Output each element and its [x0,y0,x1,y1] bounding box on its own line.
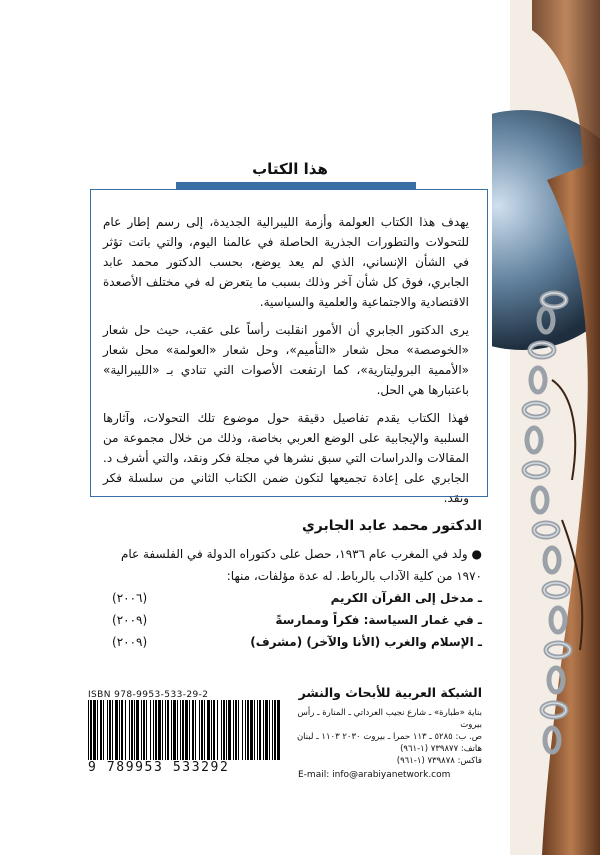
barcode [84,700,284,760]
barcode-bar [177,700,178,760]
box-title: هذا الكتاب [252,160,328,178]
barcode-bar [119,700,120,760]
barcode-bar [195,700,196,760]
barcode-bar [155,700,157,760]
barcode-bar [204,700,205,760]
barcode-bar [254,700,255,760]
author-bio-text: ولد في المغرب عام ١٩٣٦، حصل على دكتوراه الدولة في الفلسفة عام ١٩٧٠ من كلية الآداب بالرباط. له عدة مؤلفات، منها: [120,547,482,583]
barcode-bar [121,700,123,760]
barcode-bar [250,700,253,760]
author-title: الدكتور محمد عابد الجابري [301,518,482,534]
list-item [112,631,482,653]
work-year: (٢٠٠٦) [112,591,148,605]
barcode-bar [217,700,218,760]
barcode-bar [213,700,215,760]
barcode-bar [93,700,96,760]
barcode-bar [247,700,249,760]
barcode-bar [107,700,108,760]
barcode-bar [235,700,237,760]
barcode-bar [207,700,210,760]
barcode-bar [274,700,276,760]
publisher-name: الشبكة العربية للأبحاث والنشر [298,685,482,700]
barcode-bar [221,700,222,760]
barcode-bar [158,700,161,760]
work-year: (٢٠٠٩) [112,613,148,627]
barcode-bar [226,700,227,760]
barcode-bar [238,700,239,760]
barcode-bar [272,700,273,760]
list-item [112,587,482,609]
publisher-line: فاكس: ٧٣٩٨٧٨ (١-٩٦١) [396,756,482,766]
barcode-bar [115,700,118,760]
isbn-digits: 9 789953 533292 [88,760,230,775]
publisher-line: ص. ب: ٥٢٨٥ ـ ١١٣ حمرا ـ بيروت ٢٠٣٠ ١١٠٣ ـ لبنان [296,732,482,742]
author-bio [112,543,482,587]
barcode-bar [201,700,203,760]
barcode-bar [112,700,113,760]
list-item [112,609,482,631]
barcode-bar [259,700,261,760]
description-paragraph-1: يهدف هذا الكتاب العولمة وأزمة الليبرالية الجديدة، إلى رسم إطار عام للتحولات والتطورات الجذرية الحاصلة في عالمنا اليوم، والتي باتت تؤثر في الشأن الإنساني، الذي لم يعد يوضع، بحسب الدكتور محمد عابد الجابري، فوق كل شأن آخر وذلك بسبب ما يتعرض له في مختلف الأصعدة الاقتصادية والاجتماعية والعلمية والسياسية. [103,215,469,309]
barcode-bar [245,700,246,760]
works-list [112,587,482,653]
work-year: (٢٠٠٩) [112,635,148,649]
barcode-bar [192,700,194,760]
publisher-address [282,707,482,767]
work-title: ـ في غمار السياسة: فكراً وممارسةً [275,613,482,627]
publisher-line: هاتف: ٧٣٩٨٧٧ (١-٩٦١) [400,744,482,754]
barcode-bar [109,700,111,760]
cover-photo [492,0,600,855]
description-paragraph-3: فهذا الكتاب يقدم تفاصيل دقيقة حول موضوع تلك التحولات، وآثارها السلبية والإيجابية على الوضع العربي بخاصة، وذلك من خلال مجموعة من المقالات والدراسات التي سبق نشرها في مجلة فكر ونقد، والتي أشرف د. الجابري على إعادة تجميعها لتكون ضمن الكتاب الثاني من سلسلة فكر ونقد. [103,411,469,505]
barcode-bar [165,700,166,760]
barcode-bar [233,700,234,760]
description-box [90,189,488,505]
barcode-bar [211,700,212,760]
barcode-bar [90,700,92,760]
barcode-bar [257,700,258,760]
barcode-bar [100,700,102,760]
barcode-bar [125,700,126,760]
barcode-bar [242,700,243,760]
bullet-icon: ● [471,547,482,561]
barcode-bar [97,700,98,760]
barcode-bar [167,700,169,760]
barcode-bar [88,700,89,760]
barcode-bar [143,700,145,760]
barcode-bar [173,700,176,760]
barcode-bar [141,700,142,760]
work-title: ـ الإسلام والغرب (الأنا والآخر) (مشرف) [250,635,482,649]
barcode-bar [265,700,268,760]
barcode-bar [134,700,135,760]
publisher-email: E-mail: info@arabiyanetwork.com [298,770,451,780]
barcode-bar [277,700,280,760]
barcode-bar [228,700,231,760]
barcode-bar [189,700,190,760]
barcode-bar [131,700,133,760]
barcode-bar [136,700,139,760]
barcode-bar [180,700,181,760]
description-paragraph-2: يرى الدكتور الجابري أن الأمور انقلبت رأساً على عقب، حيث حل شعار «الخوصصة» محل شعار «التأميم»، وحل شعار «العولمة» محل شعار «الأممية البروليتارية»، كما ارتفعت الأصوات التي تنادي بـ «الليبرالية» باعتبارها هي الحل. [103,323,469,397]
barcode-bar [146,700,147,760]
barcode-bar [182,700,184,760]
barcode-bar [263,700,264,760]
publisher-line: بناية «طبارة» ـ شارع نجيب العرداتي ـ المنارة ـ رأس بيروت [297,708,482,730]
work-title: ـ مدخل إلى القرآن الكريم [330,591,482,605]
barcode-bar [269,700,270,760]
barcode-bar [185,700,188,760]
barcode-bar [150,700,151,760]
isbn-label: ISBN 978-9953-533-29-2 [88,690,209,700]
barcode-bar [103,700,104,760]
chained-hands-image [492,0,600,855]
barcode-bar [199,700,200,760]
barcode-bar [162,700,163,760]
barcode-bar [153,700,154,760]
barcode-bar [171,700,172,760]
barcode-bar [129,700,130,760]
barcode-bar [223,700,225,760]
